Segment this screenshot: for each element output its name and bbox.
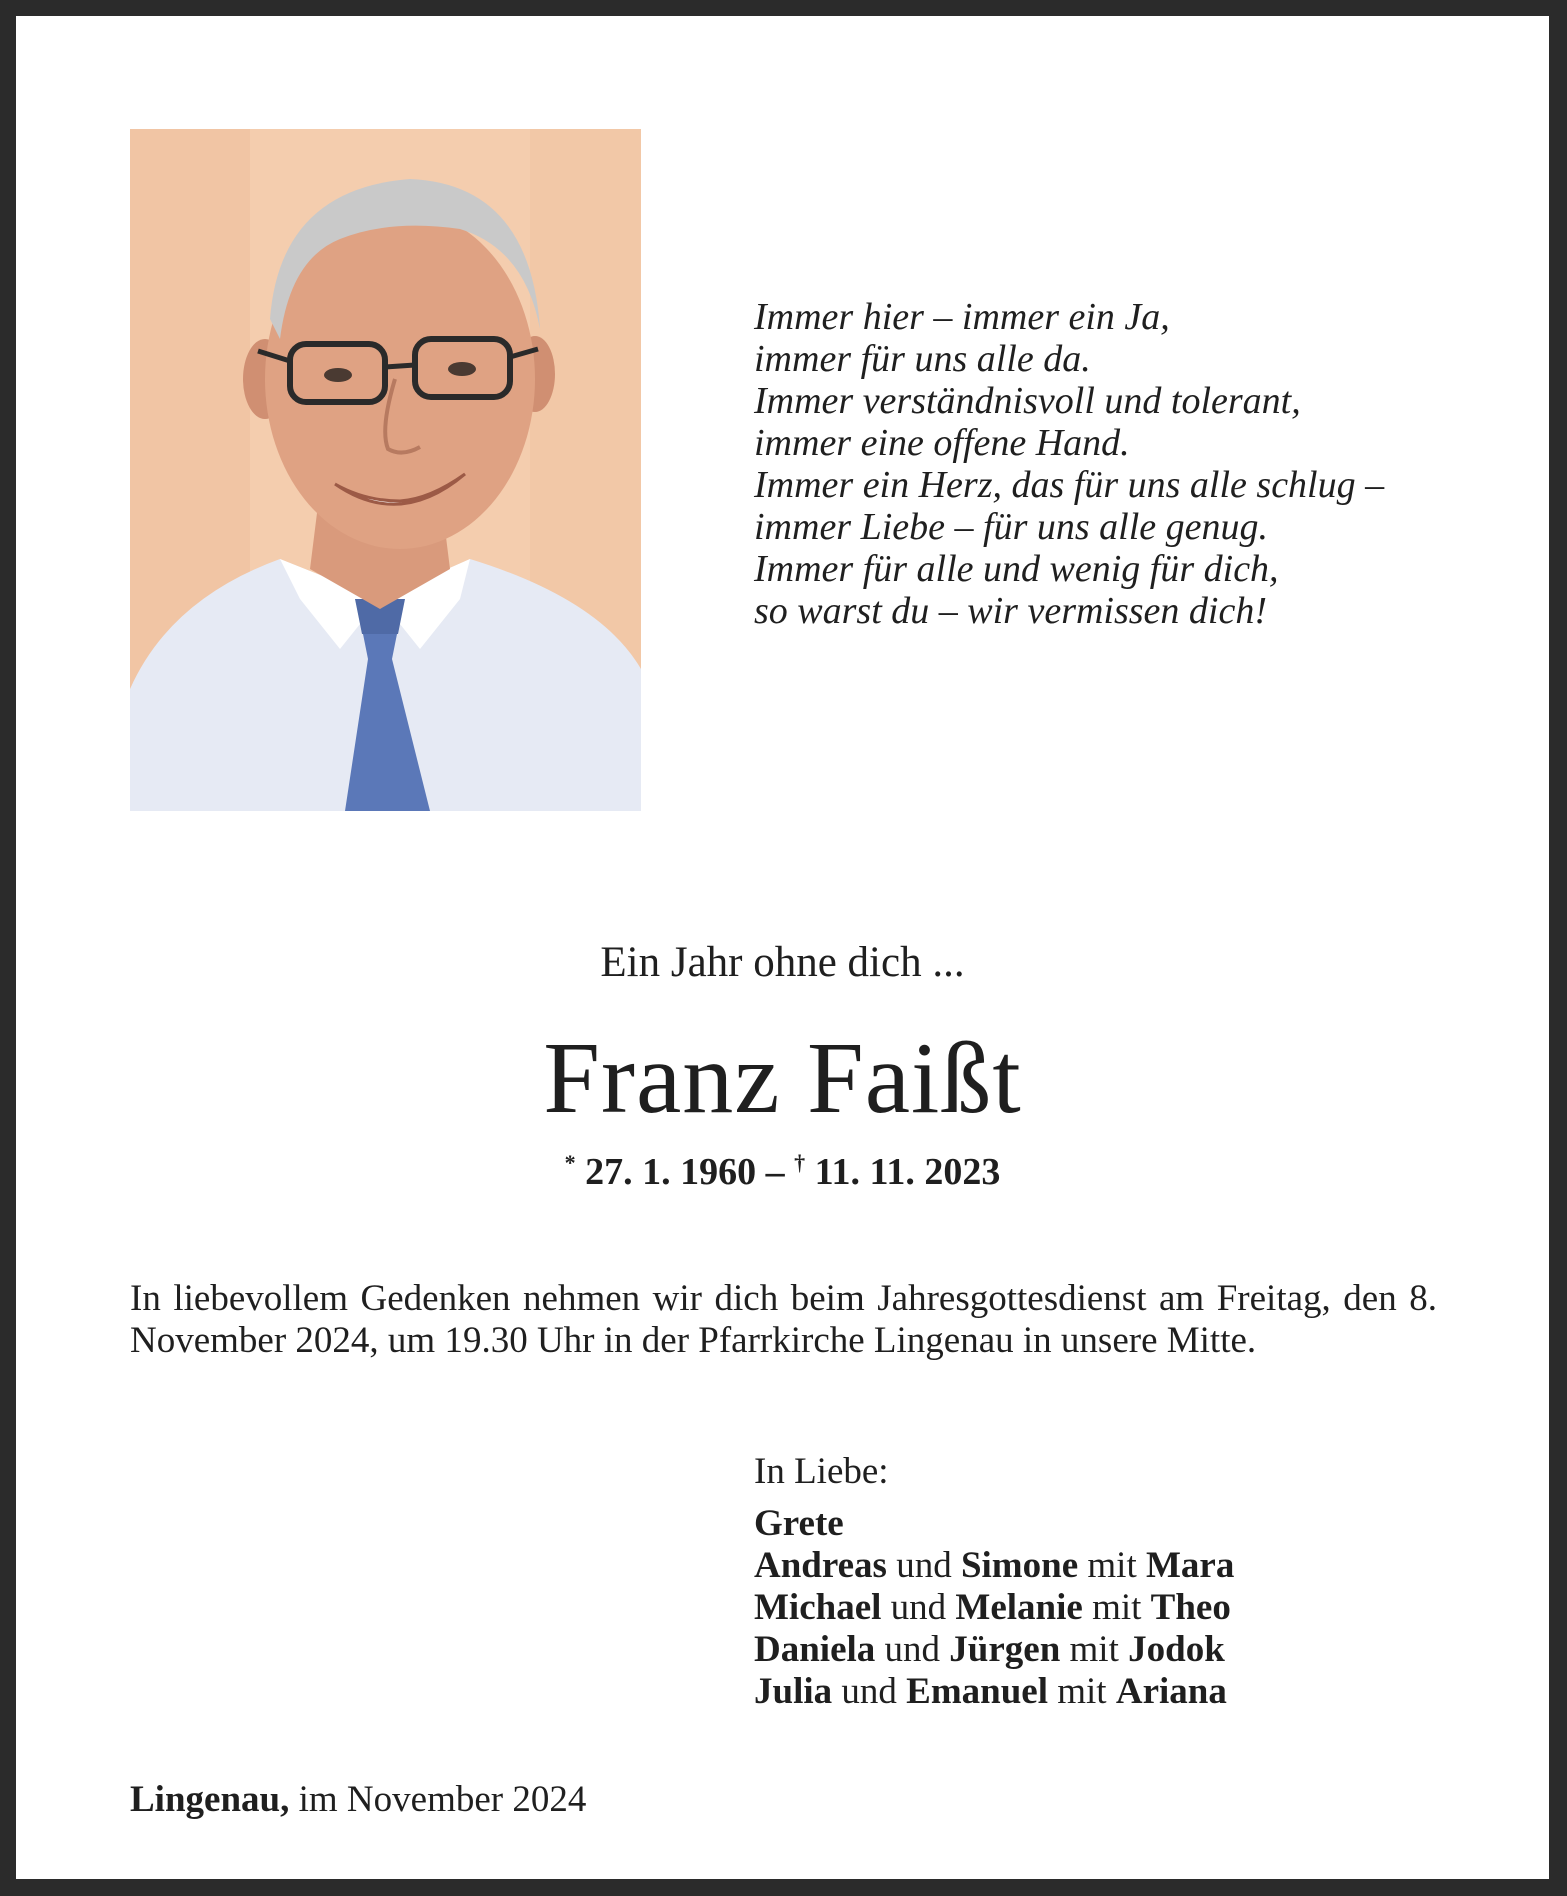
- signoff-intro: In Liebe:: [754, 1451, 889, 1492]
- poem-line: Immer ein Herz, das für uns alle schlug –: [754, 464, 1385, 506]
- poem-line: immer eine offene Hand.: [754, 422, 1130, 464]
- death-symbol: †: [794, 1150, 806, 1175]
- memorial-service-text: In liebevollem Gedenken nehmen wir dich beim Jahresgottesdienst am Freitag, den 8. November 2024, um 19.30 Uhr in der Pfarrkirche Lingenau in unsere Mitte.: [130, 1278, 1437, 1361]
- signoff-row: [754, 1503, 1474, 1545]
- place: Lingenau,: [130, 1779, 290, 1820]
- deceased-name: Franz Faißt: [543, 1022, 1022, 1135]
- poem-line: immer Liebe – für uns alle genug.: [754, 506, 1269, 548]
- connector: mit: [1092, 1587, 1142, 1628]
- poem: [754, 296, 1474, 632]
- obituary-notice: [16, 16, 1549, 1879]
- signoff-row: [754, 1545, 1474, 1587]
- family-name: Jodok: [1128, 1629, 1225, 1670]
- family-name: Ariana: [1115, 1671, 1227, 1712]
- place-date: [130, 1778, 586, 1822]
- connector: und: [841, 1671, 897, 1712]
- connector: und: [896, 1545, 952, 1586]
- connector: mit: [1087, 1545, 1137, 1586]
- subtitle: Ein Jahr ohne dich ...: [600, 939, 965, 986]
- portrait-photo: [130, 129, 641, 811]
- connector: mit: [1057, 1671, 1107, 1712]
- connector: und: [884, 1629, 941, 1670]
- signoff-row: [754, 1629, 1474, 1671]
- birth-date: 27. 1. 1960: [585, 1151, 757, 1193]
- family-name: Theo: [1150, 1587, 1231, 1628]
- signoff: [754, 1451, 1474, 1713]
- family-name: Melanie: [955, 1587, 1083, 1628]
- poem-line: Immer für alle und wenig für dich,: [754, 548, 1279, 590]
- birth-symbol: *: [564, 1150, 576, 1175]
- family-name: Grete: [754, 1503, 844, 1544]
- family-name: Emanuel: [906, 1671, 1048, 1712]
- family-name: Jürgen: [949, 1629, 1061, 1670]
- family-name: Mara: [1145, 1545, 1235, 1586]
- family-name: Julia: [754, 1671, 833, 1712]
- connector: und: [890, 1587, 947, 1628]
- connector: mit: [1069, 1629, 1119, 1670]
- life-dates: [16, 1149, 1549, 1195]
- family-name: Andreas: [754, 1545, 887, 1586]
- poem-line: immer für uns alle da.: [754, 338, 1091, 380]
- poem-line: so warst du – wir vermissen dich!: [754, 590, 1267, 632]
- poem-line: Immer hier – immer ein Ja,: [754, 296, 1170, 338]
- family-name: Simone: [960, 1545, 1079, 1586]
- death-date: 11. 11. 2023: [814, 1151, 1001, 1193]
- family-name: Daniela: [754, 1629, 876, 1670]
- date-separator: –: [756, 1151, 795, 1193]
- signoff-row: [754, 1587, 1474, 1629]
- date: im November 2024: [298, 1779, 587, 1820]
- signoff-row: [754, 1671, 1474, 1713]
- family-name: Michael: [754, 1587, 882, 1628]
- poem-line: Immer verständnisvoll und tolerant,: [754, 380, 1301, 422]
- portrait-illustration: [130, 129, 641, 811]
